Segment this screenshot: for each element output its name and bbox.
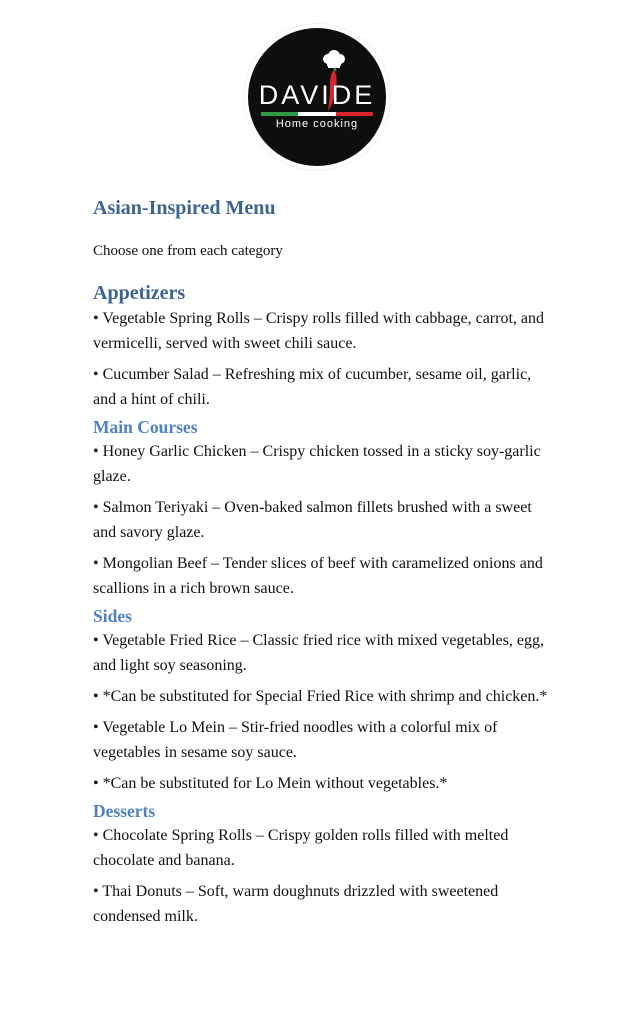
menu-title: Asian-Inspired Menu	[93, 197, 276, 219]
menu-item: • Cucumber Salad – Refreshing mix of cucumber, sesame oil, garlic, and a hint of chili.	[93, 366, 532, 408]
menu-item: • Thai Donuts – Soft, warm doughnuts drizzled with sweetened condensed milk.	[93, 883, 499, 925]
menu-item: • Honey Garlic Chicken – Crispy chicken tossed in a sticky soy-garlic glaze.	[93, 443, 541, 485]
menu-item: • Mongolian Beef – Tender slices of beef with caramelized onions and scallions in a rich brown sauce.	[93, 555, 543, 597]
menu-item: • Vegetable Spring Rolls – Crispy rolls filled with cabbage, carrot, and vermicelli, served with sweet chili sauce.	[93, 310, 544, 352]
brand-logo	[244, 24, 390, 170]
section-title-main-courses: Main Courses	[93, 417, 198, 437]
menu-subtitle: Choose one from each category	[93, 243, 283, 259]
menu-item: • Vegetable Lo Mein – Stir-fried noodles with a colorful mix of vegetables in sesame soy sauce.	[93, 719, 498, 761]
logo-badge	[248, 28, 386, 166]
logo-tagline: Home cooking	[275, 118, 359, 130]
menu-content	[93, 192, 553, 929]
section-title-appetizers: Appetizers	[93, 282, 186, 304]
menu-item: • Vegetable Fried Rice – Classic fried rice with mixed vegetables, egg, and light soy seasoning.	[93, 632, 544, 674]
menu-item: • Chocolate Spring Rolls – Crispy golden rolls filled with melted chocolate and banana.	[93, 827, 509, 869]
section-title-sides: Sides	[93, 606, 132, 626]
menu-item-note: • *Can be substituted for Lo Mein without vegetables.*	[93, 775, 448, 792]
logo-italian-stripe	[261, 112, 373, 116]
menu-item-note: • *Can be substituted for Special Fried Rice with shrimp and chicken.*	[93, 688, 548, 705]
section-title-desserts: Desserts	[93, 801, 156, 821]
menu-item: • Salmon Teriyaki – Oven-baked salmon fillets brushed with a sweet and savory glaze.	[93, 499, 532, 541]
logo-brand-name: DAVIDE	[258, 80, 376, 110]
